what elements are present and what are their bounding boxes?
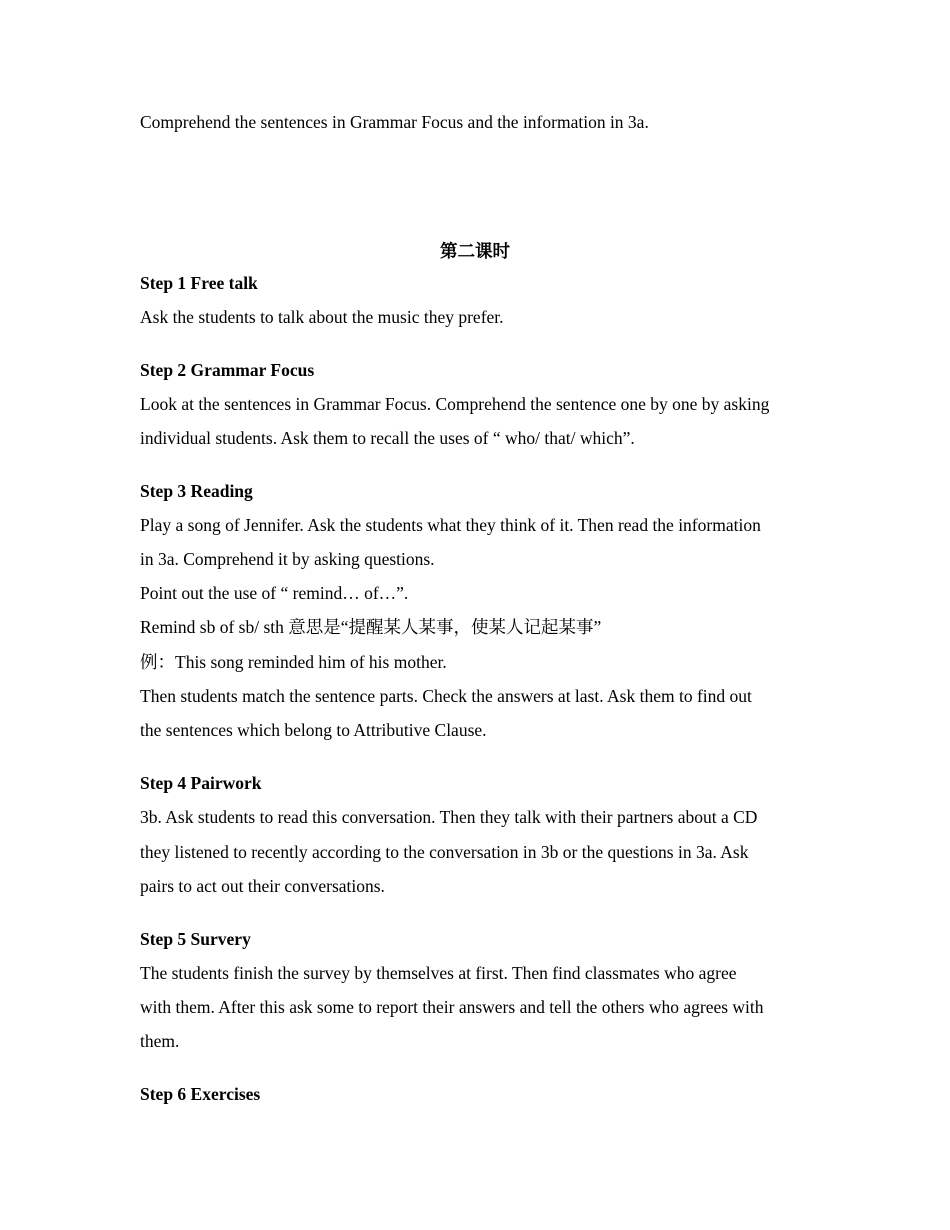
step3-line: in 3a. Comprehend it by asking questions. xyxy=(140,549,435,569)
lesson-title: 第二课时 xyxy=(440,241,510,261)
step6-heading: Step 6 Exercises xyxy=(140,1084,261,1104)
step3-line: 例：This song reminded him of his mother. xyxy=(140,652,447,672)
step2-line: individual students. Ask them to recall the uses of “ who/ that/ which”. xyxy=(140,428,635,448)
step2-heading: Step 2 Grammar Focus xyxy=(140,360,315,380)
step3-line: Remind sb of sb/ sth 意思是“提醒某人某事，使某人记起某事” xyxy=(140,617,602,637)
intro-paragraph: Comprehend the sentences in Grammar Focus and the information in 3a. xyxy=(140,112,649,132)
step5-heading: Step 5 Survery xyxy=(140,929,251,949)
step5-line: The students finish the survey by themselves at first. Then find classmates who agree xyxy=(140,963,737,983)
step4-line: they listened to recently according to the conversation in 3b or the questions in 3a. Ask xyxy=(140,842,749,862)
step5-line: with them. After this ask some to report their answers and tell the others who agrees with xyxy=(140,997,764,1017)
step1-heading: Step 1 Free talk xyxy=(140,273,258,293)
step4-line: 3b. Ask students to read this conversation. Then they talk with their partners about a CD xyxy=(140,807,758,827)
step2-line: Look at the sentences in Grammar Focus. Comprehend the sentence one by one by asking xyxy=(140,394,770,414)
step3-line: Play a song of Jennifer. Ask the students what they think of it. Then read the information xyxy=(140,515,761,535)
step4-line: pairs to act out their conversations. xyxy=(140,876,385,896)
step5-line: them. xyxy=(140,1031,180,1051)
step3-line: Point out the use of “ remind… of…”. xyxy=(140,583,409,603)
step3-line: Then students match the sentence parts. Check the answers at last. Ask them to find out xyxy=(140,686,752,706)
step1-line: Ask the students to talk about the music they prefer. xyxy=(140,307,504,327)
step3-line: the sentences which belong to Attributive Clause. xyxy=(140,720,487,740)
step4-heading: Step 4 Pairwork xyxy=(140,773,262,793)
step3-heading: Step 3 Reading xyxy=(140,481,253,501)
